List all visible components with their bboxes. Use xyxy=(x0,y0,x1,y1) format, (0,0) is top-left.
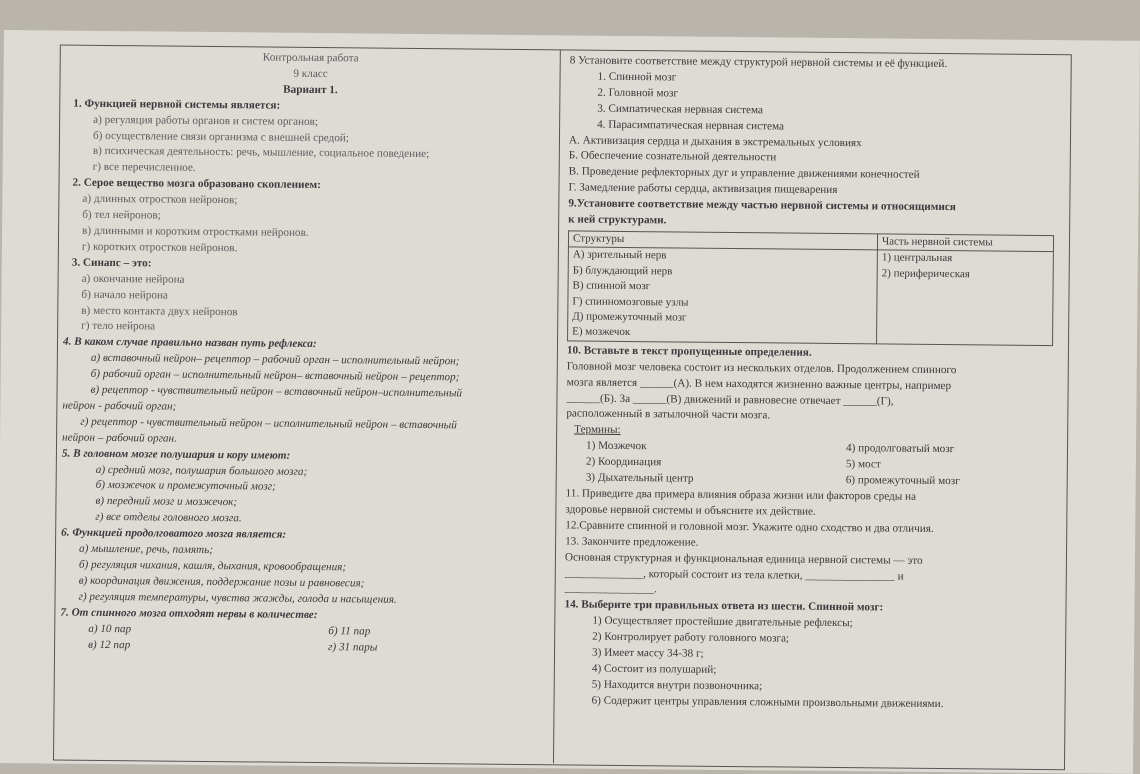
q9-col-structures: Структуры xyxy=(568,231,877,250)
q11-line1: 11. Приведите два примера влияния образа жизни или факторов среды на xyxy=(565,487,917,503)
q9-structure-b: Б) блуждающий нерв xyxy=(572,264,673,278)
q9-structure-c: В) спинной мозг xyxy=(572,279,651,293)
q9-structure-e: Д) промежуточный мозг xyxy=(572,310,687,324)
q6-option-d: г) регуляция температуры, чувства жажды, голода и насыщения. xyxy=(78,590,397,606)
q14-option-3: 3) Имеет массу 34-38 г; xyxy=(591,646,704,660)
q9-part-1: 1) центральная xyxy=(881,251,953,265)
q10-title: 10. Вставьте в текст пропущенные определения. xyxy=(566,344,812,359)
q8-function-c: В. Проведение рефлекторных дуг и управление движениями конечностей xyxy=(568,165,920,182)
q2-option-d: г) коротких отростков нейронов. xyxy=(81,240,238,255)
q7-option-c: в) 12 пар xyxy=(88,638,131,651)
q7-option-a: а) 10 пар xyxy=(88,622,132,635)
q8-title: 8 Установите соответствие между структурой нервной системы и её функцией. xyxy=(569,54,948,71)
q10-term-4: 4) продолговатый мозг xyxy=(845,442,955,456)
q8-function-b: Б. Обеспечение сознательной деятельности xyxy=(568,149,777,164)
q10-term-6: 6) промежуточный мозг xyxy=(845,474,960,488)
q5-title: 5. В головном мозге полушария и кору имеют: xyxy=(61,447,291,462)
q10-terms-label: Термины: xyxy=(574,423,621,437)
q13-line1: Основная структурная и функциональная единица нервной системы — это xyxy=(564,551,923,567)
q13-line3: ________________. xyxy=(564,582,658,596)
q7-option-d: г) 31 пары xyxy=(328,640,378,654)
q10-text-4: расположенный в затылочной части мозга. xyxy=(566,407,771,422)
q2-option-c: в) длинными и коротким отростками нейронов. xyxy=(82,224,309,239)
q8-structure-4: 4. Парасимпатическая нервная система xyxy=(597,118,785,133)
q12-text: 12.Сравните спинной и головной мозг. Укажите одно сходство и два отличия. xyxy=(565,519,934,535)
q9-structure-d: Г) спинномозговые узлы xyxy=(572,295,689,309)
q5-option-a: а) средний мозг, полушария большого мозга; xyxy=(95,463,308,478)
q9-parts-cell xyxy=(877,250,1054,345)
q2-option-a: а) длинных отростков нейронов; xyxy=(82,192,238,207)
q10-term-1: 1) Мозжечок xyxy=(585,439,647,453)
q7-title: 7. От спинного мозга отходят нервы в количестве: xyxy=(60,606,318,621)
q10-term-2: 2) Координация xyxy=(585,455,662,469)
q14-title: 14. Выберите три правильных ответа из шести. Спинной мозг: xyxy=(564,598,884,614)
q6-option-b: б) регуляция чихания, кашля, дыхания, кровообращения; xyxy=(78,558,347,574)
q2-option-b: б) тел нейронов; xyxy=(82,208,161,222)
q9-table xyxy=(567,230,1054,346)
q13-line2: ______________, который состоит из тела клетки, ________________ и xyxy=(564,566,904,583)
q4-option-b: б) рабочий орган – исполнительный нейрон– вставочный нейрон – рецептор; xyxy=(90,367,460,384)
left-column xyxy=(60,49,556,658)
q8-structure-2: 2. Головной мозг xyxy=(597,86,679,100)
test-sheet xyxy=(0,30,1140,774)
q3-option-c: в) место контакта двух нейронов xyxy=(81,304,238,318)
q14-option-4: 4) Состоит из полушарий; xyxy=(591,662,717,676)
q2-title: 2. Серое вещество мозга образовано скоплением: xyxy=(72,176,321,192)
right-column xyxy=(564,53,1062,713)
q9-structures-cell xyxy=(568,247,878,343)
q8-structure-1: 1. Спинной мозг xyxy=(597,70,677,84)
q4-title: 4. В каком случае правильно назван путь рефлекса: xyxy=(62,335,317,351)
q1-option-c: в) психическая деятельность: речь, мышление, социальное поведение; xyxy=(92,145,430,161)
q13-title: 13. Закончите предложение. xyxy=(565,535,699,549)
q10-term-5: 5) мост xyxy=(845,458,881,471)
q3-option-a: а) окончание нейрона xyxy=(81,272,185,286)
q3-option-d: г) тело нейрона xyxy=(81,320,156,333)
q8-structure-3: 3. Симпатическая нервная система xyxy=(597,102,764,117)
q6-title: 6. Функцией продолговатого мозга является: xyxy=(61,526,287,541)
q5-option-d: г) все отделы головного мозга. xyxy=(95,511,242,525)
q1-option-d: г) все перечисленное. xyxy=(92,161,196,175)
q10-text-1: Головной мозг человека состоит из нескольких отделов. Продолжением спинного xyxy=(566,360,957,376)
q10-text-2: мозга является ______(А). В нем находятся жизненно важные центры, например xyxy=(566,376,952,392)
q9-structure-f: Е) мозжечок xyxy=(572,325,631,339)
q3-option-b: б) начало нейрона xyxy=(81,288,168,302)
q8-function-a: А. Активизация сердца и дыхания в экстремальных условиях xyxy=(568,133,862,149)
q3-title: 3. Синапс – это: xyxy=(71,256,152,270)
q1-option-b: б) осуществление связи организма с внешней средой; xyxy=(92,129,349,144)
q10-text-3: ______(Б). За ______(В) движений и равновесие отвечает ______(Г), xyxy=(566,391,894,408)
q9-table-body xyxy=(568,247,1054,345)
q14-option-2: 2) Контролирует работу головного мозга; xyxy=(592,630,790,645)
q5-option-b: б) мозжечок и промежуточный мозг; xyxy=(95,479,276,494)
q9-title-line1: 9.Установите соответствие между частью нервной системы и относящимися xyxy=(568,197,956,214)
q9-col-parts: Часть нервной системы xyxy=(877,234,1053,252)
q9-part-2: 2) периферическая xyxy=(881,267,970,281)
doc-grade: 9 класс xyxy=(293,67,328,81)
q1-option-a: а) регуляция работы органов и систем органов; xyxy=(93,113,319,128)
q14-option-5: 5) Находится внутри позвоночника; xyxy=(591,678,763,693)
q10-term-3: 3) Дыхательный центр xyxy=(585,471,694,485)
q4-option-d: г) рецептор - чувствительный нейрон – исполнительный нейрон – вставочный xyxy=(80,415,457,432)
q9-structure-a: А) зрительный нерв xyxy=(572,248,667,262)
q5-option-c: в) передний мозг и мозжечок; xyxy=(95,495,238,509)
q9-title-line2: к ней структурами. xyxy=(568,213,667,227)
q4-option-d-cont: нейрон – рабочий орган. xyxy=(62,431,177,445)
doc-variant: Вариант 1. xyxy=(283,83,338,97)
q11-line2: здоровье нервной системы и объясните их действие. xyxy=(565,503,816,518)
q7-option-b: б) 11 пар xyxy=(328,624,371,638)
q6-option-c: в) координация движения, поддержание позы и равновесия; xyxy=(78,574,365,590)
q1-title: 1. Функцией нервной системы является: xyxy=(73,97,281,112)
q4-option-c-cont: нейрон - рабочий орган; xyxy=(62,399,177,413)
q14-option-1: 1) Осуществляет простейшие двигательные рефлексы; xyxy=(592,614,853,630)
q8-function-d: Г. Замедление работы сердца, активизация пищеварения xyxy=(568,181,838,197)
q4-option-a: а) вставочный нейрон– рецептор – рабочий орган – исполнительный нейрон; xyxy=(90,352,460,368)
doc-title: Контрольная работа xyxy=(262,51,359,65)
q14-option-6: 6) Содержит центры управления сложными произвольными движениями. xyxy=(591,694,944,710)
q6-option-a: а) мышление, речь, память; xyxy=(78,542,214,557)
q4-option-c: в) рецептор - чувствительный нейрон – вставочный нейрон–исполнительный xyxy=(90,383,463,400)
